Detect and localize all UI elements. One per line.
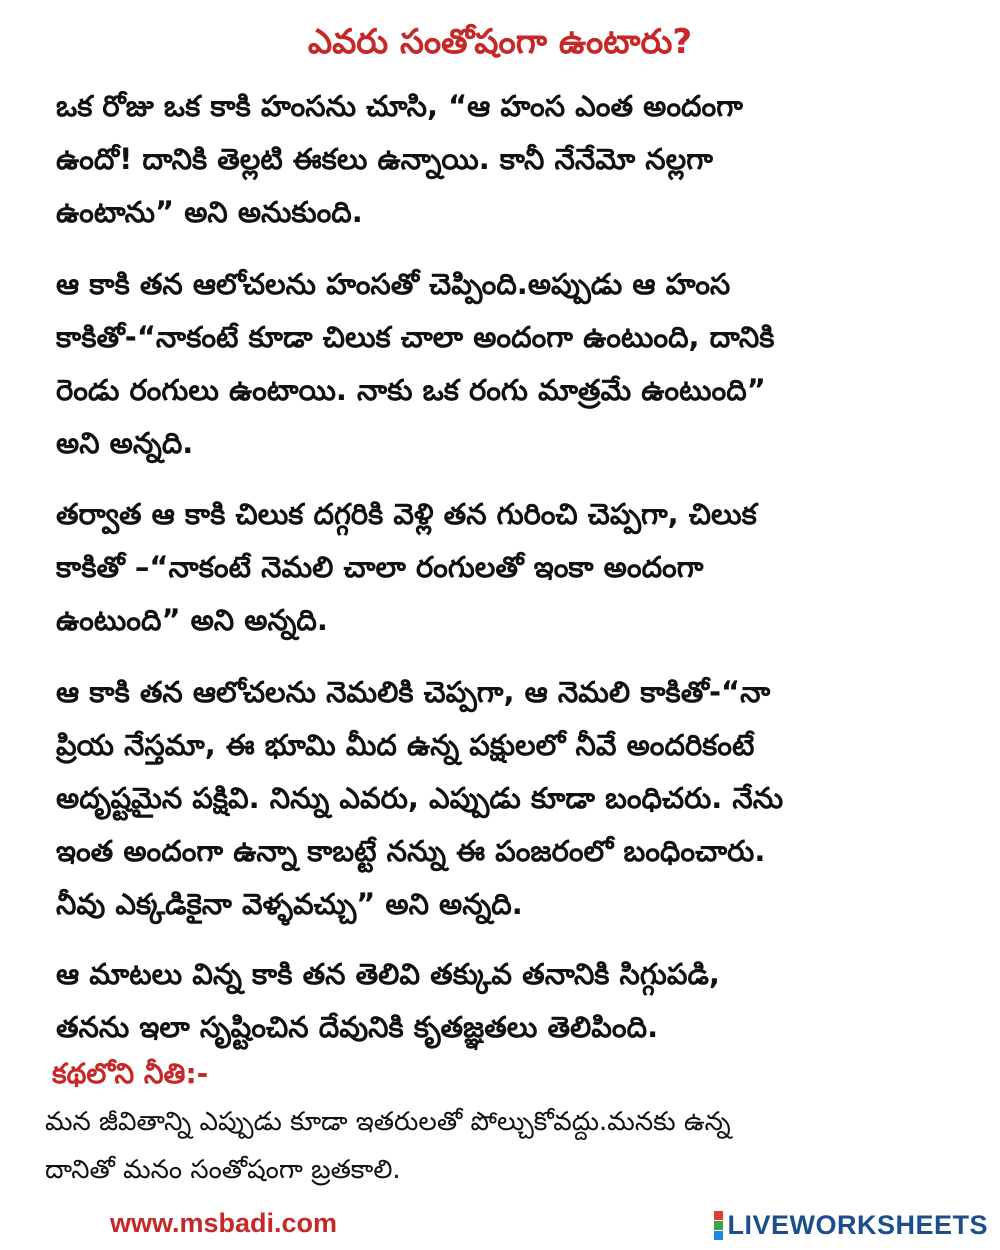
- paragraph-line: ఇంత అందంగా ఉన్నా కాబట్టే నన్ను ఈ పంజరంలో బంధించారు.: [56, 834, 766, 868]
- brand-name: LIVEWORKSHEETS: [727, 1210, 988, 1240]
- logo-square-red: [714, 1211, 723, 1220]
- moral-line: మన జీవితాన్ని ఎప్పుడు కూడా ఇతరులతో పోల్చుకోవద్దు.మనకు ఉన్న: [45, 1107, 731, 1137]
- paragraph-line: అదృష్టమైన పక్షివి. నిన్ను ఎవరు, ఎప్పుడు కూడా బంధిచరు. నేను: [56, 781, 784, 815]
- paragraph-5: [56, 948, 966, 1054]
- liveworksheets-brand: [714, 1210, 988, 1241]
- paragraph-line: ఒక రోజు ఒక కాకి హంసను చూసి, “ఆ హంస ఎంత అందంగా: [56, 89, 743, 123]
- moral-heading: కథలోని నీతి:-: [52, 1057, 209, 1090]
- paragraph-line: ఉంటాను” అని అనుకుంది.: [56, 195, 363, 229]
- logo-square-blue: [714, 1231, 723, 1240]
- paragraph-line: నీవు ఎక్కడికైనా వెళ్ళవచ్చు” అని అన్నది.: [56, 887, 523, 921]
- liveworksheets-logo-icon: [714, 1211, 723, 1240]
- paragraph-line: కాకితో-“నాకంటే కూడా చిలుక చాలా అందంగా ఉంటుంది, దానికి: [56, 320, 775, 354]
- paragraph-line: ఆ కాకి తన ఆలోచలను హంసతో చెప్పింది.అప్పుడు ఆ హంస: [56, 267, 731, 301]
- story-title: ఎవరు సంతోషంగా ఉంటారు?: [307, 22, 693, 62]
- paragraph-4: [56, 666, 966, 931]
- paragraph-1: [56, 80, 966, 239]
- paragraph-line: తనను ఇలా సృష్టించిన దేవునికి కృతజ్ఞతలు తెలిపింది.: [56, 1010, 659, 1044]
- paragraph-3: [56, 488, 966, 647]
- paragraph-line: ఆ మాటలు విన్న కాకి తన తెలివి తక్కువ తనానికి సిగ్గుపడి,: [56, 957, 720, 991]
- paragraph-line: కాకితో –“నాకంటే నెమలి చాలా రంగులతో ఇంకా అందంగా: [56, 550, 704, 584]
- paragraph-line: ఆ కాకి తన ఆలోచలను నెమలికి చెప్పగా, ఆ నెమలి కాకితో-“నా: [56, 675, 771, 709]
- website-link[interactable]: www.msbadi.com: [110, 1208, 338, 1238]
- paragraph-line: ప్రియ నేస్తమా, ఈ భూమి మీద ఉన్న పక్షులలో నీవే అందరికంటే: [56, 728, 755, 762]
- moral-text: [45, 1098, 980, 1194]
- paragraph-2: [56, 258, 966, 470]
- moral-line: దానితో మనం సంతోషంగా బ్రతకాలి.: [45, 1155, 401, 1185]
- paragraph-line: తర్వాత ఆ కాకి చిలుక దగ్గరికి వెళ్లి తన గురించి చెప్పగా, చిలుక: [56, 497, 757, 531]
- logo-square-green: [714, 1221, 723, 1230]
- paragraph-line: ఉందో! దానికి తెల్లటి ఈకలు ఉన్నాయి. కానీ నేనేమో నల్లగా: [56, 142, 713, 176]
- paragraph-line: ఉంటుంది” అని అన్నది.: [56, 603, 328, 637]
- paragraph-line: రెండు రంగులు ఉంటాయి. నాకు ఒక రంగు మాత్రమే ఉంటుంది”: [56, 373, 766, 407]
- paragraph-line: అని అన్నది.: [56, 426, 194, 460]
